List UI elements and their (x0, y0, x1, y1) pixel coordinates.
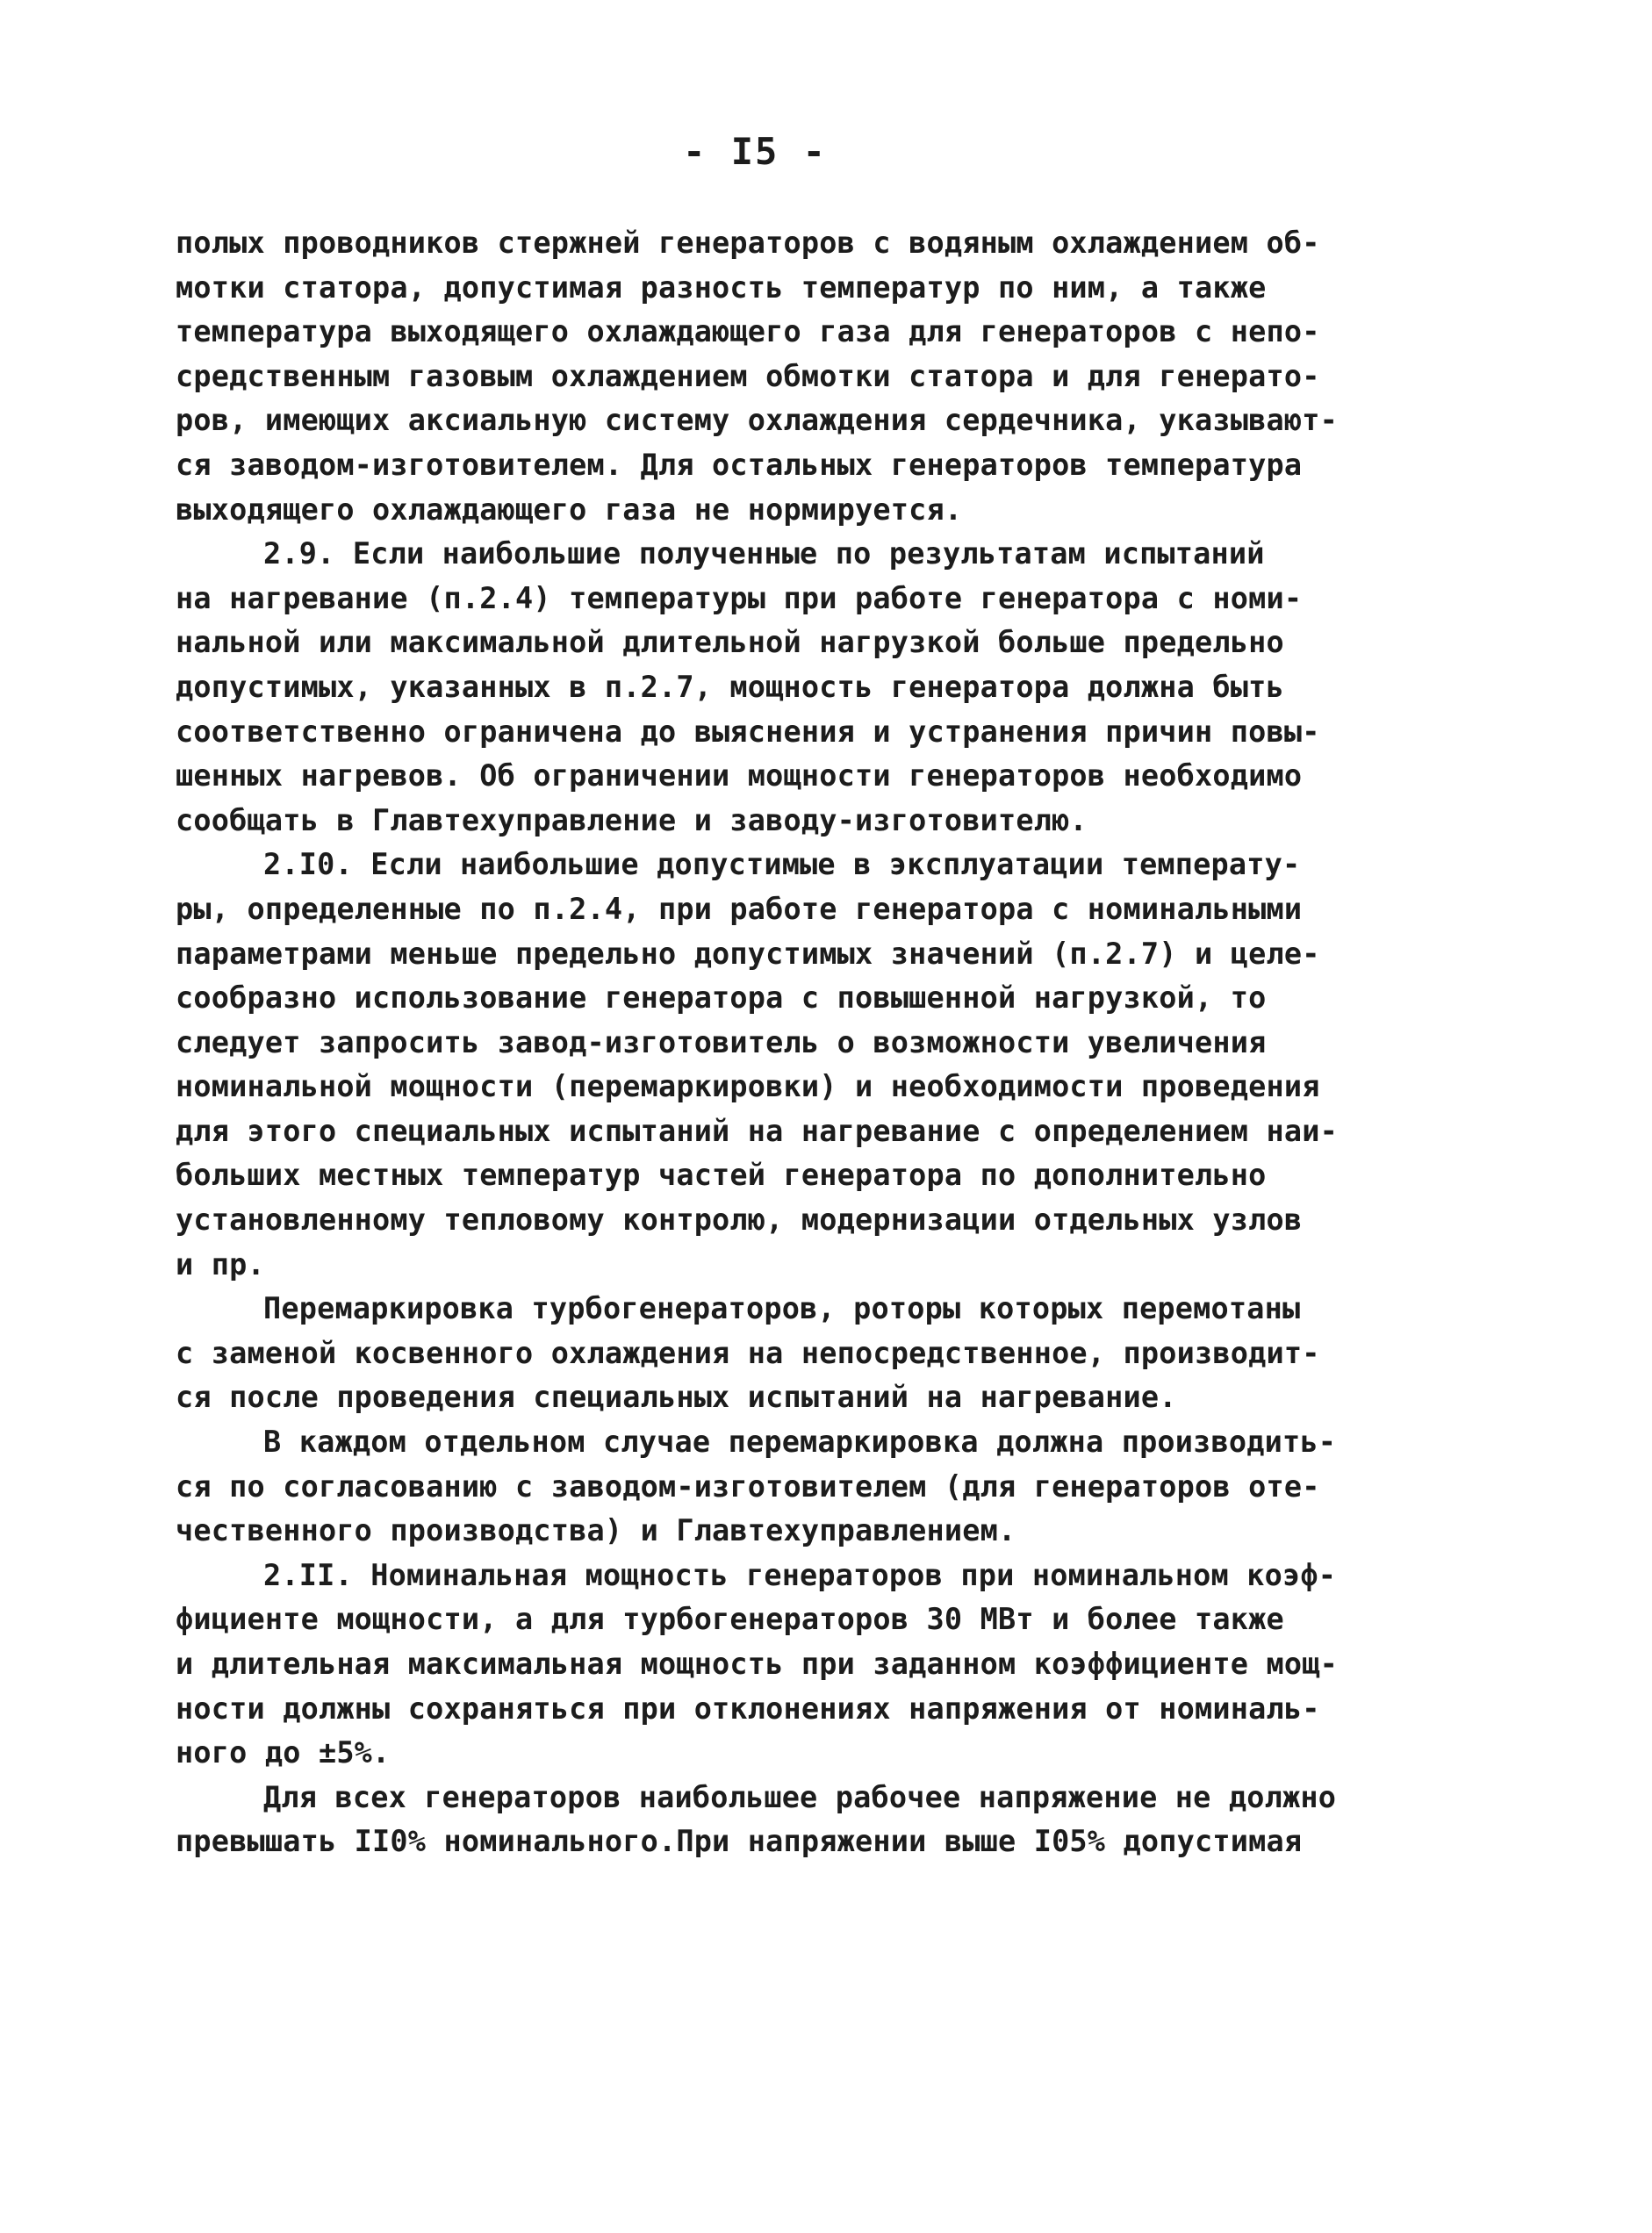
body-text (176, 221, 1466, 1864)
text-line: ры, определенные по п.2.4, при работе генератора с номинальными (176, 891, 1303, 926)
text-line: шенных нагревов. Об ограничении мощности генераторов необходимо (176, 758, 1303, 793)
text-line: В каждом отдельном случае перемаркировка должна производить- (263, 1425, 1337, 1460)
text-line: нальной или максимальной длительной нагрузкой больше предельно (176, 625, 1284, 660)
text-line: ности должны сохраняться при отклонениях напряжения от номиналь- (176, 1691, 1320, 1726)
text-line: больших местных температур частей генератора по дополнительно (176, 1158, 1267, 1193)
text-line: мотки статора, допустимая разность температур по ним, а также (176, 269, 1267, 305)
text-line: с заменой косвенного охлаждения на непосредственное, производит- (176, 1335, 1320, 1370)
text-line: Для всех генераторов наибольшее рабочее напряжение не должно (263, 1779, 1337, 1814)
text-line: сообщать в Главтехуправление и заводу-изготовителю. (176, 802, 1088, 837)
text-line: ся по согласованию с заводом-изготовителем (для генераторов оте- (176, 1468, 1320, 1504)
text-line: фициенте мощности, а для турбогенераторов 30 МВт и более также (176, 1602, 1284, 1637)
text-line: параметрами меньше предельно допустимых значений (п.2.7) и целе- (176, 936, 1320, 971)
text-line: температура выходящего охлаждающего газа для генераторов с непо- (176, 314, 1320, 349)
text-line: чественного производства) и Главтехуправлением. (176, 1513, 1016, 1548)
text-line: и длительная максимальная мощность при заданном коэффициенте мощ- (176, 1647, 1338, 1681)
text-line: полых проводников стержней генераторов с водяным охлаждением об- (176, 226, 1320, 260)
text-line: 2.II. Номинальная мощность генераторов при номинальном коэф- (263, 1557, 1337, 1592)
text-line: на нагревание (п.2.4) температуры при работе генератора с номи- (176, 580, 1303, 615)
text-line: сообразно использование генератора с повышенной нагрузкой, то (176, 980, 1267, 1016)
text-line: средственным газовым охлаждением обмотки статора и для генерато- (176, 358, 1320, 393)
text-line: и пр. (176, 1246, 265, 1282)
page-number: - I5 - (683, 130, 827, 173)
text-line: 2.I0. Если наибольшие допустимые в эксплуатации температу- (263, 847, 1301, 882)
text-line: 2.9. Если наибольшие полученные по результатам испытаний (263, 536, 1265, 571)
text-line: ся заводом-изготовителем. Для остальных генераторов температура (176, 447, 1303, 482)
text-line: номинальной мощности (перемаркировки) и необходимости проведения (176, 1069, 1320, 1104)
text-line: следует запросить завод-изготовитель о возможности увеличения (176, 1024, 1267, 1059)
text-line: ров, имеющих аксиальную систему охлаждения сердечника, указывают- (176, 403, 1338, 438)
text-line: превышать II0% номинального.При напряжении выше I05% допустимая (176, 1824, 1303, 1859)
text-line: ного до ±5%. (176, 1735, 391, 1770)
text-line: для этого специальных испытаний на нагревание с определением наи- (176, 1113, 1338, 1148)
text-line: соответственно ограничена до выяснения и устранения причин повы- (176, 714, 1320, 749)
text-line: ся после проведения специальных испытаний на нагревание. (176, 1380, 1177, 1415)
text-line: допустимых, указанных в п.2.7, мощность генератора должна быть (176, 669, 1284, 704)
text-line: выходящего охлаждающего газа не нормируется. (176, 492, 963, 527)
text-line: Перемаркировка турбогенераторов, роторы которых перемотаны (263, 1291, 1301, 1326)
text-line: установленному тепловому контролю, модернизации отдельных узлов (176, 1203, 1303, 1238)
